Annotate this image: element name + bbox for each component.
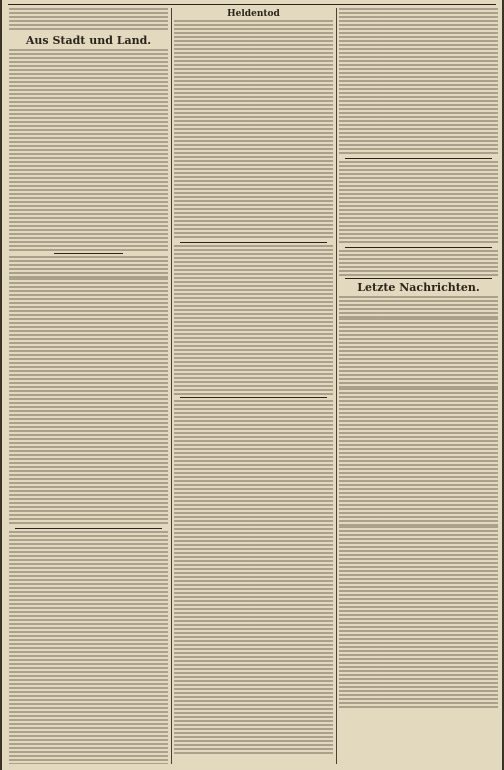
article-text-block bbox=[339, 480, 498, 526]
article-text-block bbox=[9, 378, 168, 434]
divider bbox=[345, 158, 492, 159]
article-text-block bbox=[9, 49, 168, 251]
divider bbox=[15, 528, 162, 529]
column-middle bbox=[174, 8, 333, 764]
article-text-block bbox=[339, 428, 498, 480]
top-rule bbox=[8, 4, 496, 5]
divider bbox=[180, 397, 327, 398]
heading-rule bbox=[54, 253, 123, 254]
section-heading: Aus Stadt und Land. bbox=[25, 34, 152, 47]
column-right bbox=[339, 8, 498, 764]
divider bbox=[345, 247, 492, 248]
article-text-block bbox=[339, 161, 498, 245]
article-text-block bbox=[9, 338, 168, 378]
article-text-block bbox=[339, 610, 498, 710]
article-text-block bbox=[174, 20, 333, 240]
column-left bbox=[9, 8, 168, 764]
article-text-block bbox=[9, 531, 168, 764]
divider bbox=[180, 242, 327, 243]
article-text-block bbox=[174, 245, 333, 395]
article-text-block bbox=[339, 296, 498, 318]
article-text-block bbox=[339, 388, 498, 428]
article-text-block bbox=[9, 8, 168, 32]
article-text-block bbox=[9, 278, 168, 338]
article-text-block bbox=[9, 498, 168, 526]
article-text-block bbox=[339, 318, 498, 388]
column-rule bbox=[336, 8, 337, 764]
article-text-block bbox=[339, 566, 498, 610]
column-rule bbox=[171, 8, 172, 764]
article-text-block bbox=[339, 526, 498, 566]
section-heading: Letzte Nachrichten. bbox=[357, 281, 480, 294]
article-text-block bbox=[9, 256, 168, 278]
article-text-block bbox=[174, 400, 333, 756]
article-text-block bbox=[339, 250, 498, 276]
divider bbox=[345, 278, 492, 279]
section-heading: Heldentod bbox=[227, 9, 280, 19]
article-text-block bbox=[339, 8, 498, 156]
article-text-block bbox=[9, 434, 168, 498]
